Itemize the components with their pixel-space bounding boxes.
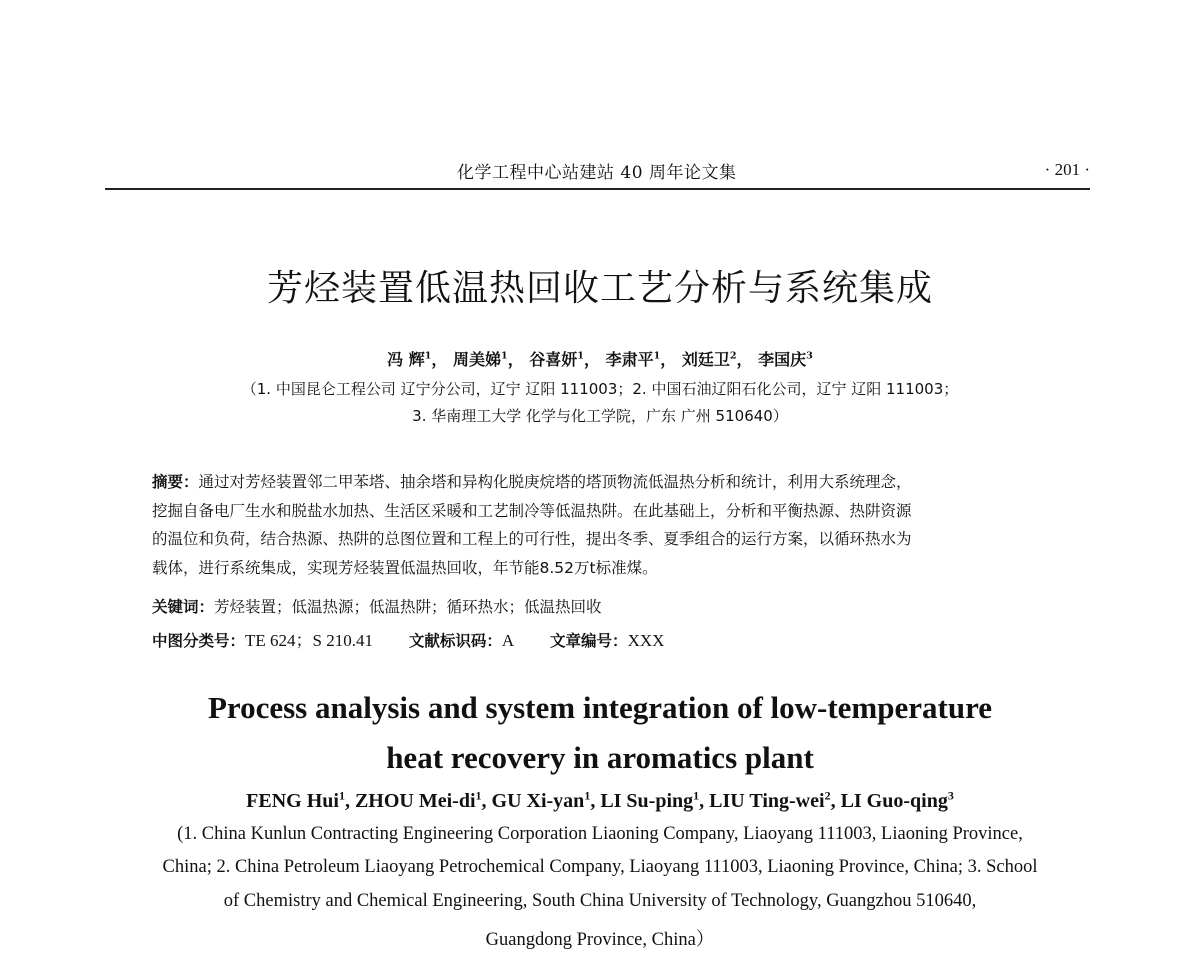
affiliation-mark: 2 <box>824 788 831 803</box>
abstract-line-3: 的温位和负荷，结合热源、热阱的总图位置和工程上的可行性，提出冬季、夏季组合的运行方案，以循环热水为 <box>152 530 912 548</box>
author-name: FENG Hui <box>246 790 339 812</box>
running-header <box>105 158 1090 182</box>
authors-cn: 冯 辉$^1$， 周美娣$^1$， 谷喜妍$^1$， 李肃平$^1$， 刘廷卫$^2$， 李国庆$^3$ <box>387 350 813 369</box>
abstract-line-2: 挖掘自备电厂生水和脱盐水加热、生活区采暖和工艺制冷等低温热阱。在此基础上，分析和平衡热源、热阱资源 <box>152 501 912 520</box>
abstract-cn <box>152 468 1062 582</box>
keywords-label: 关键词： <box>152 598 215 616</box>
paper-title-cn: 芳烃装置低温热回收工艺分析与系统集成 <box>266 268 933 309</box>
affiliation-mark: 1 <box>475 788 482 803</box>
clc-value: TE 624；S 210.41 <box>245 631 373 650</box>
authors-en: FENG Hui$^1$, ZHOU Mei-$di^1$, GU Xi-yan$^1$, LI Su-ping$^1$, LIU Ting-wei$^2$, LI Guo-qing$^3$ <box>246 788 954 812</box>
abstract-line-4: 载体，进行系统集成，实现芳烃装置低温热回收，年节能8.52万t标准煤。 <box>152 558 658 577</box>
author-name: 刘廷卫 <box>681 350 730 369</box>
paper-title-en-line-1: Process analysis and system integration of low-temperature <box>207 690 993 725</box>
affiliations-cn-line-2: 3. 华南理工大学 化学与化工学院，广东 广州 510640） <box>412 407 788 425</box>
author-name: 谷喜妍 <box>529 350 578 369</box>
article-number-label: 文章编号： <box>550 632 628 650</box>
affiliation-mark: 1 <box>501 350 508 362</box>
header-rule <box>105 188 1090 190</box>
clc-label: 中图分类号： <box>152 632 246 650</box>
affiliations-en-line-2: China; 2. China Petroleum Liaoyang Petrochemical Company, Liaoyang 111003, Liaoning Province, China; 3. School <box>162 857 1038 877</box>
abstract-line-1: 摘要：通过对芳烃装置邻二甲苯塔、抽余塔和异构化脱庚烷塔的塔顶物流低温热分析和统计，利用大系统理念， <box>152 473 912 491</box>
doc-code-label: 文献标识码： <box>408 632 502 650</box>
paper-title-en-line-2: heat recovery in aromatics plant <box>386 740 814 775</box>
author-name: LI Su-ping <box>600 790 694 812</box>
author-name: 周美娣 <box>453 350 502 369</box>
article-number-value: XXX <box>627 631 665 650</box>
affiliation-mark: 1 <box>653 350 661 362</box>
affiliations-en-line-1: (1. China Kunlun Contracting Engineering Corporation Liaoning Company, Liaoyang 111003, Liaoning Province, <box>177 824 1023 844</box>
affiliation-mark: 1 <box>584 788 591 803</box>
affiliation-mark: 1 <box>693 788 700 803</box>
affiliation-mark: 3 <box>806 350 813 362</box>
affiliations-cn-line-1: （1. 中国昆仑工程公司 辽宁分公司，辽宁 辽阳 111003；2. 中国石油辽阳石化公司，辽宁 辽阳 111003； <box>241 380 959 398</box>
page-number: · 201 · <box>1044 160 1090 179</box>
keywords-value: 芳烃装置；低温热源；低温热阱；循环热水；低温热回收 <box>214 598 602 616</box>
affiliation-mark: 3 <box>947 788 954 803</box>
abstract-label: 摘要： <box>152 473 199 491</box>
affiliations-en-line-3: of Chemistry and Chemical Engineering, South China University of Technology, Guangzhou 510640, <box>223 891 977 911</box>
keywords-cn <box>152 595 602 617</box>
proceedings-title: 化学工程中心站建站 40 周年论文集 <box>457 163 737 183</box>
author-name: ZHOU Mei-di <box>354 790 476 812</box>
affiliation-mark: 1 <box>577 350 584 362</box>
affiliations-en-line-4: Guangdong Province, China） <box>485 930 715 950</box>
author-name: 李国庆 <box>758 350 807 369</box>
author-name: LIU Ting-wei <box>709 790 825 812</box>
affiliation-mark: 1 <box>338 788 345 803</box>
author-name: 李肃平 <box>605 350 654 369</box>
classification-line <box>152 626 664 651</box>
author-name: 冯 辉 <box>387 350 425 369</box>
affiliation-mark: 2 <box>729 350 737 362</box>
author-name: GU Xi-yan <box>491 790 585 812</box>
doc-code-value: A <box>501 631 515 650</box>
author-name: LI Guo-qing <box>840 790 948 812</box>
affiliation-mark: 1 <box>424 350 432 362</box>
